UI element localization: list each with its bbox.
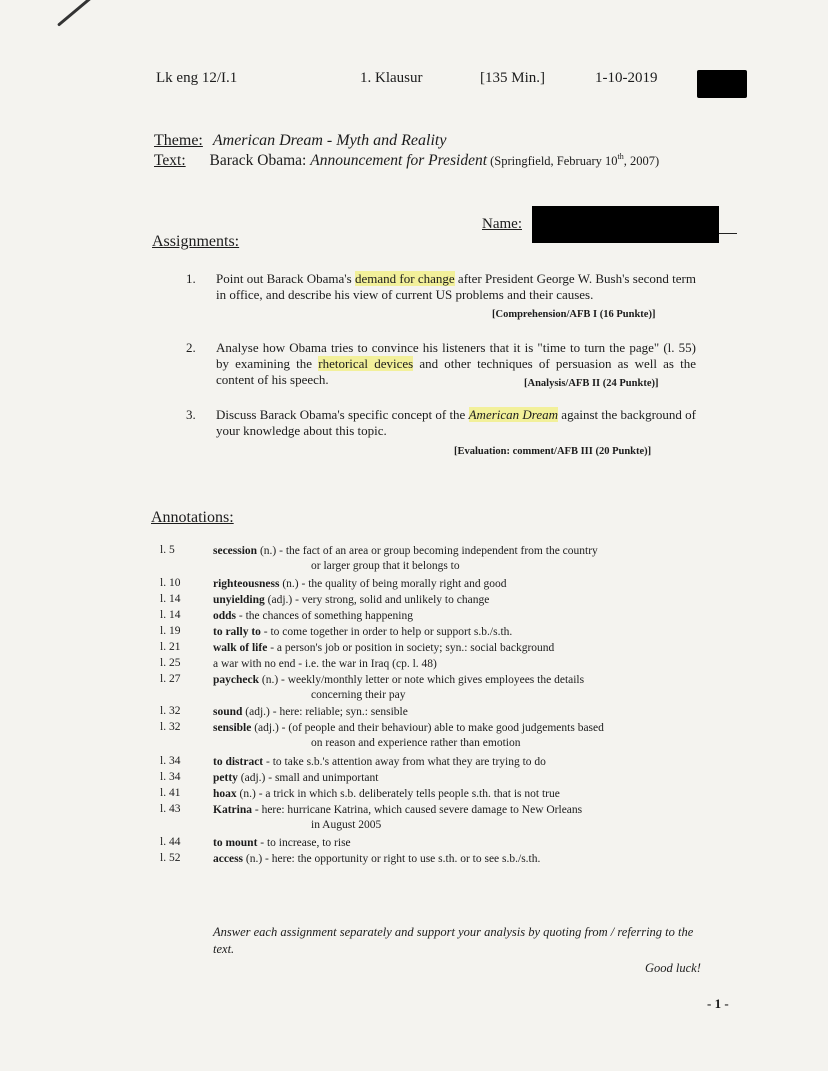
theme-label: Theme: (154, 132, 203, 149)
annotation-definition: - to come together in order to help or support s.b./s.th. (260, 626, 513, 638)
annotation-continuation: in August 2005 (311, 819, 382, 831)
annotation-line-ref: l. 25 (160, 657, 181, 669)
assignment-text-pre: Discuss Barack Obama's specific concept of the (216, 407, 469, 422)
exam-date: 1-10-2019 (595, 70, 658, 86)
assignment-tag: [Analysis/AFB II (24 Punkte)] (524, 378, 659, 389)
assignment-text-pre: Point out Barack Obama's (216, 271, 355, 286)
assignment-highlight: demand for change (354, 271, 455, 286)
annotation-term: to rally to (213, 626, 261, 638)
annotation-line-ref: l. 32 (160, 705, 181, 717)
assignment-text-post: and other techniques of persuasion as well as the content of his speech. (216, 356, 696, 387)
annotation-item (160, 544, 720, 574)
annotation-term: sound (213, 706, 243, 718)
annotation-line-ref: l. 52 (160, 852, 181, 864)
annotation-definition: - to increase, to rise (257, 837, 351, 849)
annotation-term: sensible (213, 722, 252, 734)
assignment-2 (186, 340, 706, 392)
annotation-line-ref: l. 34 (160, 755, 181, 767)
annotation-definition: (adj.) - very strong, solid and unlikely to change (264, 594, 490, 606)
annotation-term: righteousness (213, 578, 280, 590)
name-label: Name: (482, 216, 522, 232)
annotation-definition: (n.) - here: the opportunity or right to use s.th. or to see s.b./s.th. (243, 853, 541, 865)
annotation-line-ref: l. 34 (160, 771, 181, 783)
annotation-definition: (n.) - the quality of being morally right and good (279, 578, 507, 590)
annotation-term: walk of life (213, 642, 268, 654)
annotation-line-ref: l. 5 (160, 544, 175, 556)
text-label: Text: (154, 152, 186, 170)
annotation-line-ref: l. 43 (160, 803, 181, 815)
exam-duration: [135 Min.] (480, 70, 545, 86)
annotation-line-ref: l. 14 (160, 593, 181, 605)
annotation-item (160, 721, 720, 751)
course-code: Lk eng 12/I.1 (156, 70, 238, 86)
annotation-line-ref: l. 21 (160, 641, 181, 653)
assignment-number: 1. (186, 271, 196, 286)
assignment-highlight: American Dream (468, 407, 559, 422)
pen-mark (57, 0, 96, 27)
annotation-definition: (adj.) - small and unimportant (237, 772, 379, 784)
annotation-definition: (adj.) - (of people and their behaviour) able to make good judgements based (251, 722, 604, 734)
annotation-line-ref: l. 32 (160, 721, 181, 733)
annotation-definition: (n.) - the fact of an area or group becoming independent from the country (257, 545, 598, 557)
annotation-definition: (n.) - weekly/monthly letter or note which gives employees the details (259, 674, 585, 686)
assignment-text-post: after President George W. Bush's second term in office, and describe his view of current US problems and their causes. (216, 271, 696, 302)
annotation-term: secession (213, 545, 258, 557)
annotation-definition: a war with no end - i.e. the war in Iraq (cp. l. 48) (213, 658, 437, 670)
annotation-line-ref: l. 44 (160, 836, 181, 848)
annotation-continuation: concerning their pay (311, 689, 406, 701)
assignment-number: 2. (186, 340, 196, 355)
annotation-line-ref: l. 27 (160, 673, 181, 685)
text-detail-pre: (Springfield, February 10 (487, 154, 618, 169)
assignment-tag: [Evaluation: comment/AFB III (20 Punkte)] (454, 446, 652, 457)
assignment-number: 3. (186, 407, 196, 422)
redacted-box-header (697, 70, 747, 98)
exam-title: 1. Klausur (360, 70, 423, 86)
annotation-item (160, 803, 720, 833)
assignment-tag: [Comprehension/AFB I (16 Punkte)] (492, 309, 656, 320)
annotation-continuation: or larger group that it belongs to (311, 560, 460, 572)
annotation-term: Katrina (213, 804, 252, 816)
theme-line (154, 132, 446, 150)
assignment-text (216, 407, 696, 439)
annotations-heading: Annotations: (151, 509, 234, 526)
text-title: Announcement for President (310, 152, 488, 170)
annotation-term: access (213, 853, 244, 865)
annotation-term: petty (213, 772, 238, 784)
text-detail-post: , 2007) (623, 154, 660, 169)
annotation-line-ref: l. 10 (160, 577, 181, 589)
assignments-heading: Assignments: (152, 233, 240, 250)
annotation-term: paycheck (213, 674, 259, 686)
assignment-text-pre: Analyse how Obama tries to convince his listeners that it is "time to turn the page" (l. 55) by examining the (216, 340, 696, 371)
assignment-1 (186, 271, 706, 323)
annotation-term: odds (213, 610, 237, 622)
theme-value: American Dream - Myth and Reality (212, 132, 447, 149)
annotation-continuation: on reason and experience rather than emotion (311, 737, 521, 749)
page-number: - 1 - (707, 996, 729, 1011)
annotation-definition: (n.) - a trick in which s.b. deliberately tells people s.th. that is not true (236, 788, 560, 800)
annotation-definition: - here: hurricane Katrina, which caused severe damage to New Orleans (251, 804, 583, 816)
assignment-highlight: rhetorical devices (318, 356, 414, 371)
name-underline (719, 233, 737, 234)
annotation-definition: - the chances of something happening (236, 610, 413, 622)
assignment-text (216, 271, 696, 303)
annotation-definition: - a person's job or position in society; syn.: social background (267, 642, 555, 654)
footer-instruction: Answer each assignment separately and support your analysis by quoting from / referring to the text. (213, 925, 694, 956)
annotation-term: unyielding (213, 594, 265, 606)
annotation-line-ref: l. 19 (160, 625, 181, 637)
annotation-definition: - to take s.b.'s attention away from what they are trying to do (263, 756, 546, 768)
good-luck: Good luck! (645, 961, 701, 975)
assignment-text-post: against the background of your knowledge about this topic. (216, 407, 697, 438)
redacted-name (532, 206, 719, 243)
annotation-line-ref: l. 14 (160, 609, 181, 621)
assignment-3 (186, 407, 706, 459)
annotation-item (160, 673, 720, 703)
annotation-term: hoax (213, 788, 237, 800)
annotation-term: to mount (213, 837, 258, 849)
text-author: Barack Obama: (209, 152, 311, 170)
annotation-line-ref: l. 41 (160, 787, 181, 799)
annotation-term: to distract (213, 756, 264, 768)
text-line (154, 152, 659, 170)
text-detail-sup: th (617, 152, 624, 161)
annotation-definition: (adj.) - here: reliable; syn.: sensible (242, 706, 408, 718)
